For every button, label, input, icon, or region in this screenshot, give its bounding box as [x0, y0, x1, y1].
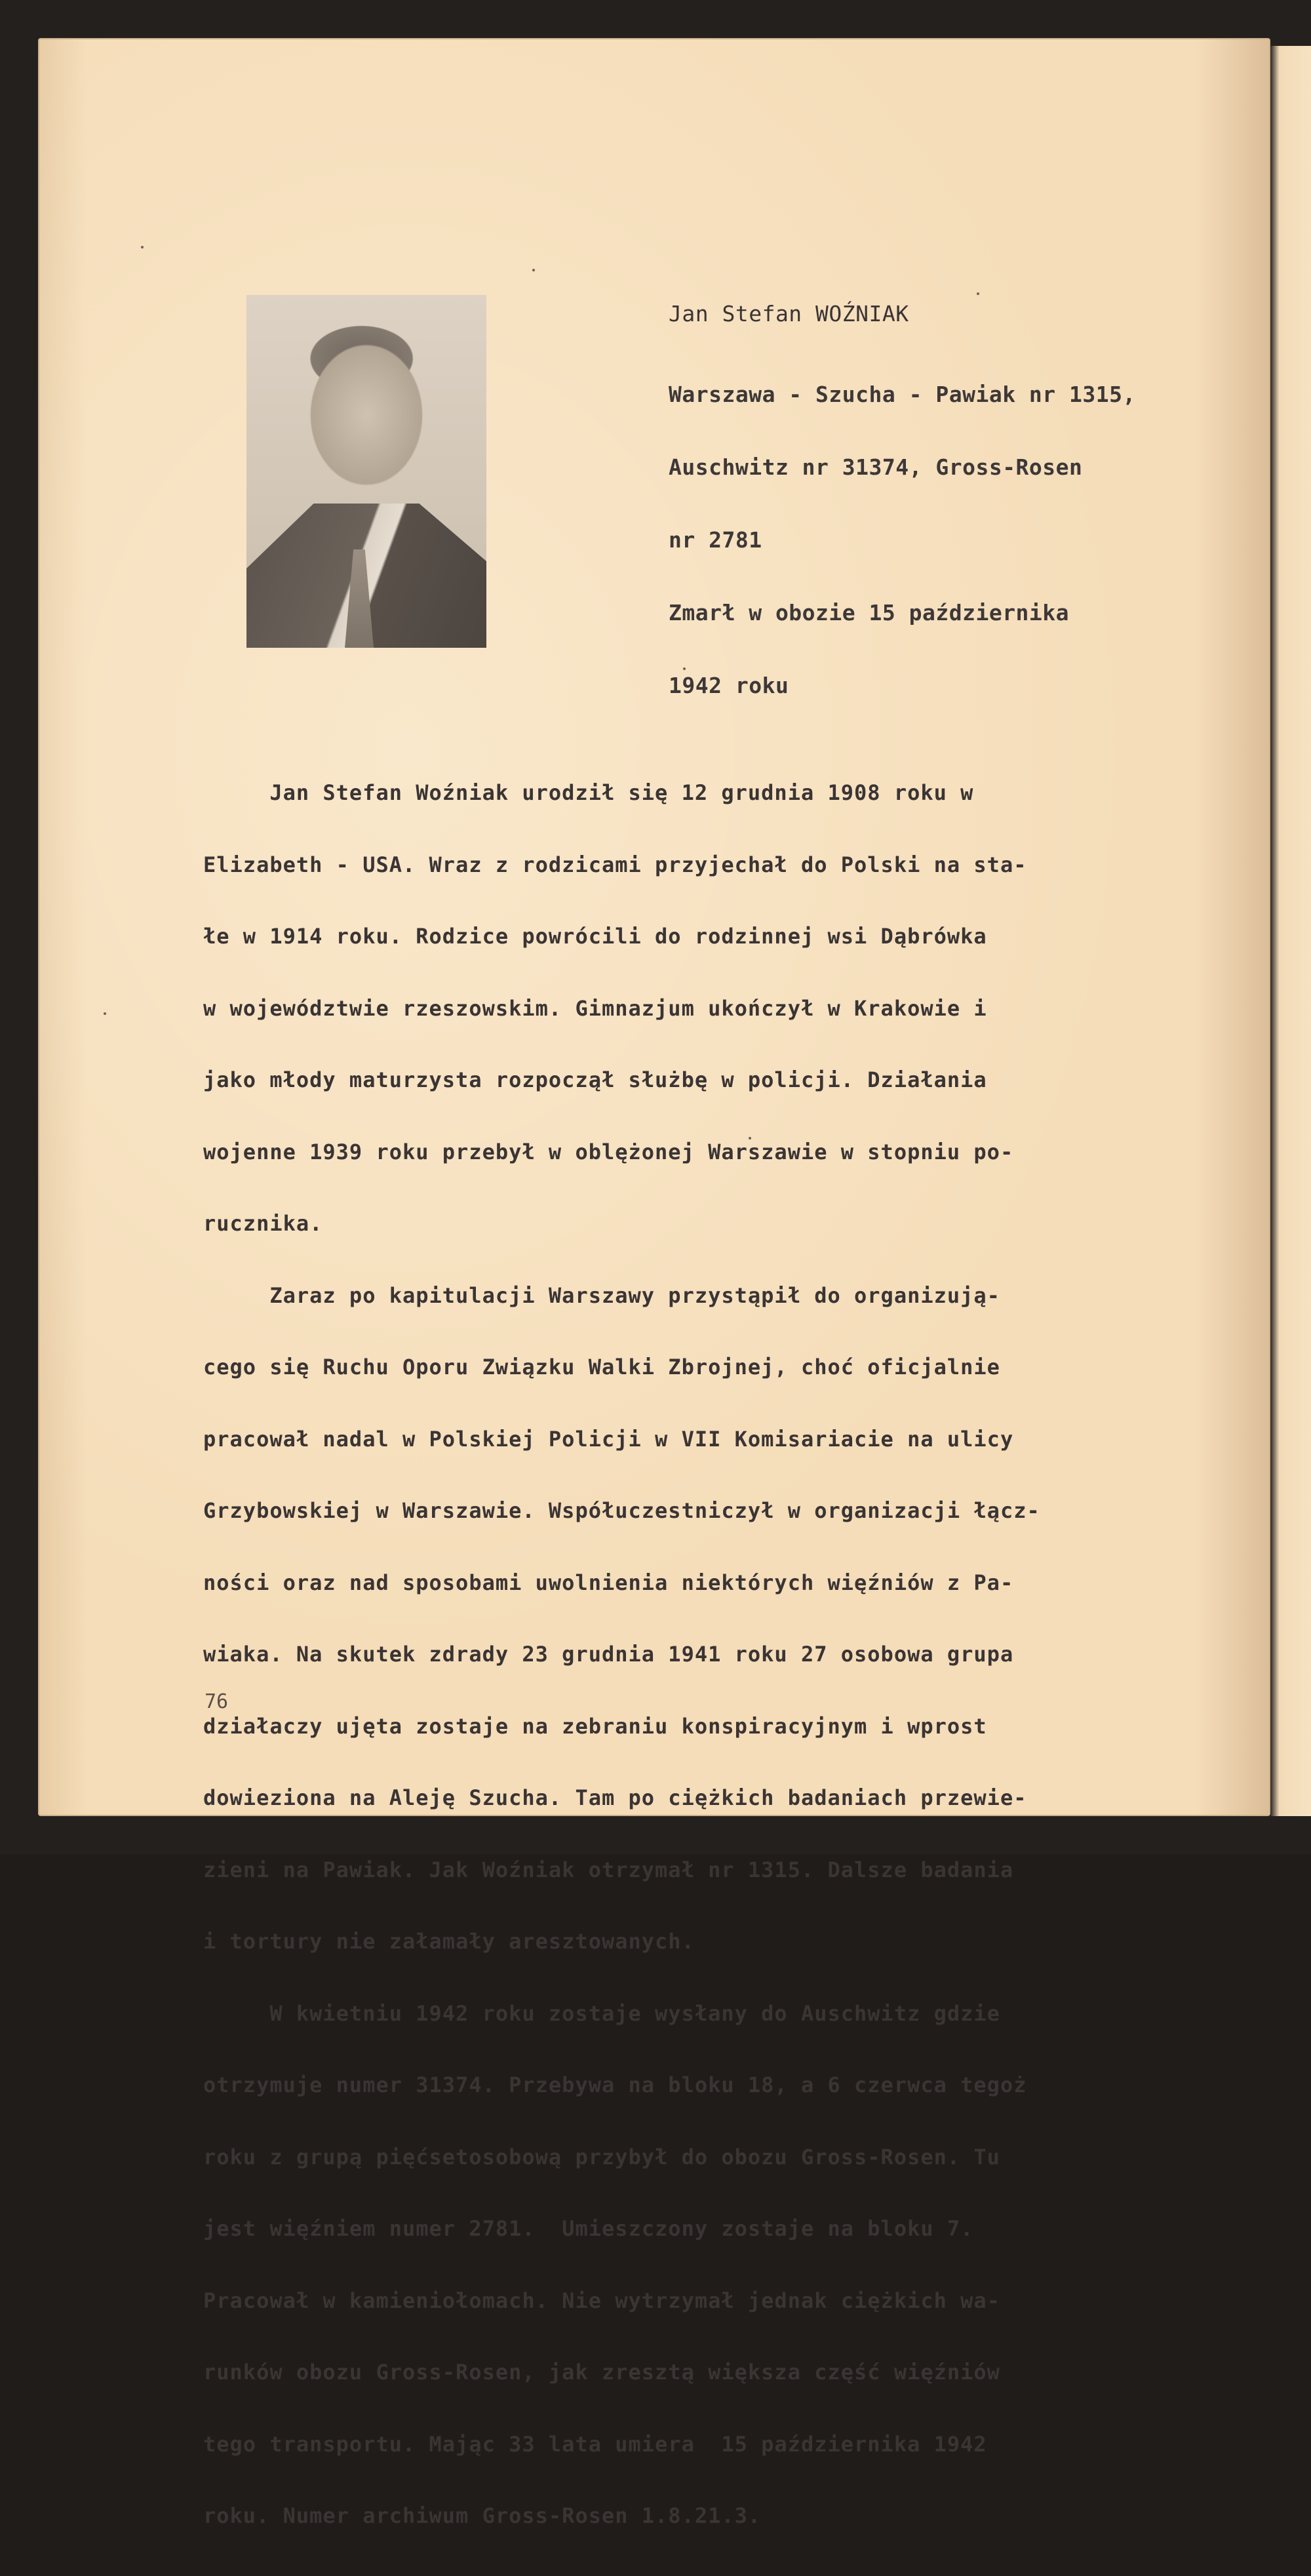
body-line: Jan Stefan Woźniak urodził się 12 grudnia 1908 roku w — [203, 780, 974, 805]
portrait-photo — [246, 295, 486, 648]
body-line: rucznika. — [203, 1211, 323, 1236]
person-name: Jan Stefan WOŹNIAK — [669, 301, 909, 327]
paper-speck — [532, 269, 535, 271]
body-line: otrzymuje numer 31374. Przebywa na bloku 18, a 6 czerwca tegoż — [203, 2072, 1027, 2097]
header-line: Auschwitz nr 31374, Gross-Rosen — [669, 454, 1083, 480]
paper-speck — [977, 292, 979, 295]
header-line: 1942 roku — [669, 673, 789, 698]
body-line: Zaraz po kapitulacji Warszawy przystąpił do organizują- — [203, 1282, 1000, 1308]
body-line: wojenne 1939 roku przebył w oblężonej Warszawie w stopniu po- — [203, 1139, 1014, 1164]
body-line: ności oraz nad sposobami uwolnienia niektórych więźniów z Pa- — [203, 1570, 1014, 1595]
body-line: roku. Numer archiwum Gross-Rosen 1.8.21.3. — [203, 2503, 762, 2528]
body-line: Elizabeth - USA. Wraz z rodzicami przyjechał do Polski na sta- — [203, 852, 1027, 877]
page-number: 76 — [205, 1690, 229, 1713]
paper-speck — [749, 1137, 751, 1139]
header-line: Warszawa - Szucha - Pawiak nr 1315, — [669, 382, 1136, 407]
body-line: W kwietniu 1942 roku zostaje wysłany do Auschwitz gdzie — [203, 2000, 1000, 2026]
body-line: pracował nadal w Polskiej Policji w VII Komisariacie na ulicy — [203, 1426, 1014, 1452]
body-line: jako młody maturzysta rozpoczął służbę w policji. Działania — [203, 1067, 987, 1092]
body-line: roku z grupą pięćsetosobową przybył do obozu Gross-Rosen. Tu — [203, 2144, 1000, 2170]
body-line: Grzybowskiej w Warszawie. Współuczestniczył w organizacji łącz- — [203, 1498, 1040, 1523]
biography-body — [203, 733, 1040, 2576]
body-line: i tortury nie załamały aresztowanych. — [203, 1929, 695, 1954]
header-line: nr 2781 — [669, 527, 762, 553]
next-page-edge — [1270, 46, 1311, 1816]
body-line: Pracował w kamieniołomach. Nie wytrzymał jednak ciężkich wa- — [203, 2288, 1000, 2313]
header-line: Zmarł w obozie 15 października — [669, 600, 1070, 625]
body-line: zieni na Pawiak. Jak Woźniak otrzymał nr 1315. Dalsze badania — [203, 1857, 1014, 1882]
body-line: działaczy ujęta zostaje na zebraniu konspiracyjnym i wprost — [203, 1713, 987, 1739]
paper-speck — [683, 667, 686, 670]
body-line: tego transportu. Mając 33 lata umiera 15 października 1942 — [203, 2431, 987, 2457]
body-line: cego się Ruchu Oporu Związku Walki Zbrojnej, choć oficjalnie — [203, 1355, 1000, 1379]
body-line: łe w 1914 roku. Rodzice powrócili do rodzinnej wsi Dąbrówka — [203, 924, 987, 949]
body-line: jest więźniem numer 2781. Umieszczony zostaje na bloku 7. — [203, 2216, 974, 2241]
body-line: wiaka. Na skutek zdrady 23 grudnia 1941 roku 27 osobowa grupa — [203, 1642, 1014, 1667]
biography-header — [669, 253, 1136, 746]
paper-speck — [141, 246, 144, 248]
body-line: dowieziona na Aleję Szucha. Tam po ciężkich badaniach przewie- — [203, 1785, 1027, 1810]
body-line: w województwie rzeszowskim. Gimnazjum ukończył w Krakowie i — [203, 995, 987, 1021]
body-line: runków obozu Gross-Rosen, jak zresztą większa część więźniów — [203, 2360, 1000, 2385]
paper-speck — [104, 1012, 106, 1015]
